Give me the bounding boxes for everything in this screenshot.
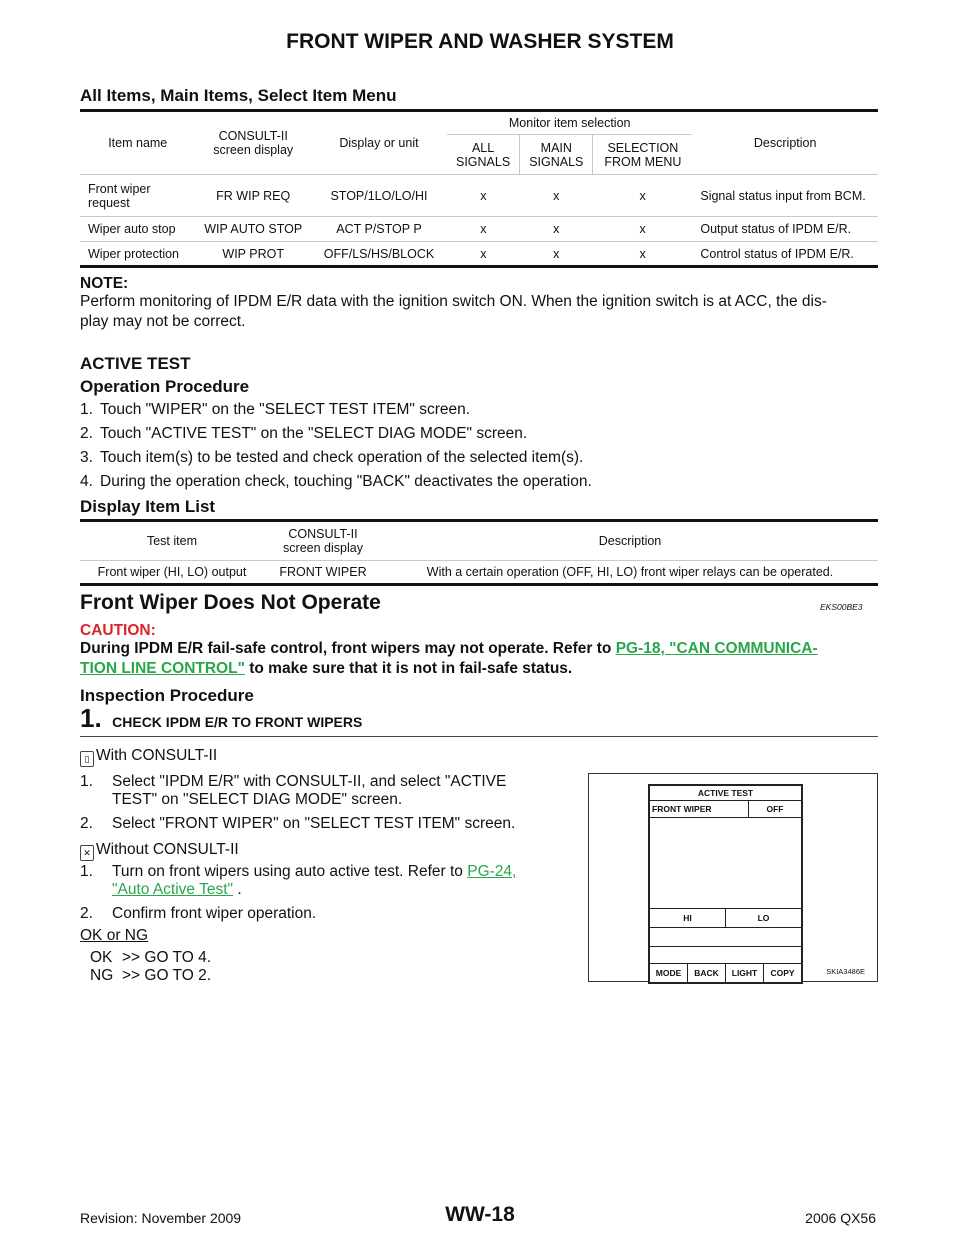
col-header-selection: SELECTION FROM MENU <box>593 135 692 175</box>
active-test-heading: ACTIVE TEST <box>80 354 191 373</box>
cell-description: Control status of IPDM E/R. <box>692 242 878 267</box>
consult-tool-icon: ▯ <box>80 751 94 767</box>
note-text-line1: Perform monitoring of IPDM E/R data with the ignition switch ON. When the ignition switch is at ACC, the dis- <box>80 293 827 310</box>
ng-action: >> GO TO 2. <box>122 967 212 984</box>
screen-title-row <box>650 786 801 801</box>
footer-page-number: WW-18 <box>445 1203 515 1226</box>
step-text: Select "FRONT WIPER" on "SELECT TEST ITEM" screen. <box>112 815 516 832</box>
link-can-communication[interactable]: TION LINE CONTROL" <box>80 660 245 677</box>
section-heading-all-items: All Items, Main Items, Select Item Menu <box>80 86 397 105</box>
step-number: 1. <box>80 703 102 733</box>
col-header-item-name: Item name <box>80 111 195 175</box>
screen-item-name: FRONT WIPER <box>650 801 749 817</box>
cell-main: x <box>520 242 593 267</box>
step-text: Confirm front wiper operation. <box>112 905 317 922</box>
cell-display: ACT P/STOP P <box>311 217 447 242</box>
monitor-items-table <box>80 109 878 268</box>
step-text: Touch "ACTIVE TEST" on the "SELECT DIAG MODE" screen. <box>100 425 528 442</box>
ok-label: OK <box>90 949 113 966</box>
list-item-continuation <box>112 880 242 900</box>
col-header-all-signals: ALL SIGNALS <box>447 135 520 175</box>
screen-item-row <box>650 801 801 818</box>
cell-selection: x <box>593 217 692 242</box>
screen-empty-row-2 <box>650 947 801 964</box>
consult-screen-panel <box>648 784 803 984</box>
screen-back-button: BACK <box>688 964 726 982</box>
list-item: 2. Confirm front wiper operation. <box>80 905 317 922</box>
cell-all: x <box>447 217 520 242</box>
screen-blank-area <box>650 818 801 909</box>
list-item: 1. Select "IPDM E/R" with CONSULT-II, and select "ACTIVE <box>80 773 507 790</box>
step-text: During the operation check, touching "BACK" deactivates the operation. <box>100 473 592 490</box>
table-row <box>80 175 878 217</box>
without-consult-label <box>80 840 239 861</box>
col-header-description: Description <box>382 521 878 561</box>
display-item-table <box>80 519 878 586</box>
step-text: Touch item(s) to be tested and check operation of the selected item(s). <box>100 449 584 466</box>
ok-action: >> GO TO 4. <box>122 949 212 966</box>
screen-button-row <box>650 964 801 982</box>
screen-title: ACTIVE TEST <box>697 788 754 798</box>
list-item: 2. Select "FRONT WIPER" on "SELECT TEST ITEM" screen. <box>80 815 516 832</box>
cell-display: STOP/1LO/LO/HI <box>311 175 447 217</box>
table-row <box>80 242 878 267</box>
col-header-display: Display or unit <box>311 111 447 175</box>
screen-mode-button: MODE <box>650 964 688 982</box>
caution-label: CAUTION: <box>80 622 156 639</box>
link-pg-24[interactable]: PG-24, <box>467 863 517 880</box>
step-text: Turn on front wipers using auto active test. Refer to <box>112 863 468 880</box>
cell-consult: WIP PROT <box>195 242 310 267</box>
col-header-description: Description <box>692 111 878 175</box>
step-divider <box>80 736 878 737</box>
cell-item: Front wiper (HI, LO) output <box>80 561 264 585</box>
caution-text: to make sure that it is not in fail-safe status. <box>244 660 573 677</box>
step-text: Select "IPDM E/R" with CONSULT-II, and select "ACTIVE <box>112 773 507 790</box>
caution-text: During IPDM E/R fail-safe control, front wipers may not operate. Refer to <box>80 640 616 657</box>
link-auto-active-test[interactable]: "Auto Active Test" <box>112 881 234 898</box>
list-item: 1. Turn on front wipers using auto active test. Refer to PG-24, <box>80 863 517 880</box>
cell-display: OFF/LS/HS/BLOCK <box>311 242 447 267</box>
screen-hi-lo-row <box>650 909 801 928</box>
cell-all: x <box>447 175 520 217</box>
note-text-line2: play may not be correct. <box>80 313 246 330</box>
cell-description: With a certain operation (OFF, HI, LO) front wiper relays can be operated. <box>382 561 878 585</box>
screen-lo-button: LO <box>757 913 770 923</box>
list-item: 4. During the operation check, touching "BACK" deactivates the operation. <box>80 473 592 490</box>
footer-revision: Revision: November 2009 <box>80 1210 242 1226</box>
cell-consult: FRONT WIPER <box>264 561 382 585</box>
page-header-title: FRONT WIPER AND WASHER SYSTEM <box>286 30 674 53</box>
section-code: EKS00BE3 <box>820 602 863 612</box>
with-consult-text: With CONSULT-II <box>96 747 218 764</box>
col-header-consult: CONSULT-II screen display <box>264 521 382 561</box>
screen-copy-button: COPY <box>770 968 795 978</box>
step-text: Touch "WIPER" on the "SELECT TEST ITEM" screen. <box>100 401 471 418</box>
caution-text-line1 <box>80 640 818 658</box>
ng-result <box>90 966 211 986</box>
without-consult-text: Without CONSULT-II <box>96 841 239 858</box>
note-label: NOTE: <box>80 275 129 292</box>
screen-item-value: OFF <box>766 804 784 814</box>
cell-consult: WIP AUTO STOP <box>195 217 310 242</box>
step-header <box>80 703 362 734</box>
cell-main: x <box>520 217 593 242</box>
cell-consult: FR WIP REQ <box>195 175 310 217</box>
list-item-continuation: TEST" on "SELECT DIAG MODE" screen. <box>112 791 403 808</box>
cell-description: Signal status input from BCM. <box>692 175 878 217</box>
illustration-code: SKIA3486E <box>826 967 865 976</box>
table-row <box>80 217 878 242</box>
link-pg-18[interactable]: PG-18, "CAN COMMUNICA- <box>615 640 818 657</box>
cell-item: Wiper protection <box>80 242 195 267</box>
list-item: 1. Touch "WIPER" on the "SELECT TEST ITEM" screen. <box>80 401 471 418</box>
col-header-main-signals: MAIN SIGNALS <box>520 135 593 175</box>
cell-main: x <box>520 175 593 217</box>
col-header-monitor: Monitor item selection <box>447 111 692 135</box>
operation-procedure-heading: Operation Procedure <box>80 377 250 396</box>
screen-light-button: LIGHT <box>726 964 764 982</box>
col-header-consult: CONSULT-II screen display <box>195 111 310 175</box>
col-header-test-item: Test item <box>80 521 264 561</box>
list-item: 3. Touch item(s) to be tested and check operation of the selected item(s). <box>80 449 584 466</box>
table-row <box>80 561 878 585</box>
active-test-screen-illustration <box>588 773 878 982</box>
inspection-procedure-heading: Inspection Procedure <box>80 686 254 705</box>
front-wiper-not-operate-heading: Front Wiper Does Not Operate <box>80 591 381 614</box>
cell-item: Wiper auto stop <box>80 217 195 242</box>
caution-text-line2 <box>80 660 572 678</box>
list-item: 2. Touch "ACTIVE TEST" on the "SELECT DIAG MODE" screen. <box>80 425 528 442</box>
step-text: . <box>233 881 242 898</box>
with-consult-label <box>80 746 217 767</box>
cell-selection: x <box>593 175 692 217</box>
cell-description: Output status of IPDM E/R. <box>692 217 878 242</box>
screen-empty-row <box>650 928 801 947</box>
cell-all: x <box>447 242 520 267</box>
cell-item: Front wiper request <box>80 175 195 217</box>
ng-label: NG <box>90 967 114 984</box>
ok-result <box>90 948 211 968</box>
screen-hi-button: HI <box>650 909 726 927</box>
cell-selection: x <box>593 242 692 267</box>
no-tool-icon: ✕ <box>80 845 94 861</box>
step-title: CHECK IPDM E/R TO FRONT WIPERS <box>112 714 363 730</box>
footer-model: 2006 QX56 <box>805 1210 876 1226</box>
ok-ng-label: OK or NG <box>80 927 149 944</box>
display-item-list-heading: Display Item List <box>80 497 216 516</box>
